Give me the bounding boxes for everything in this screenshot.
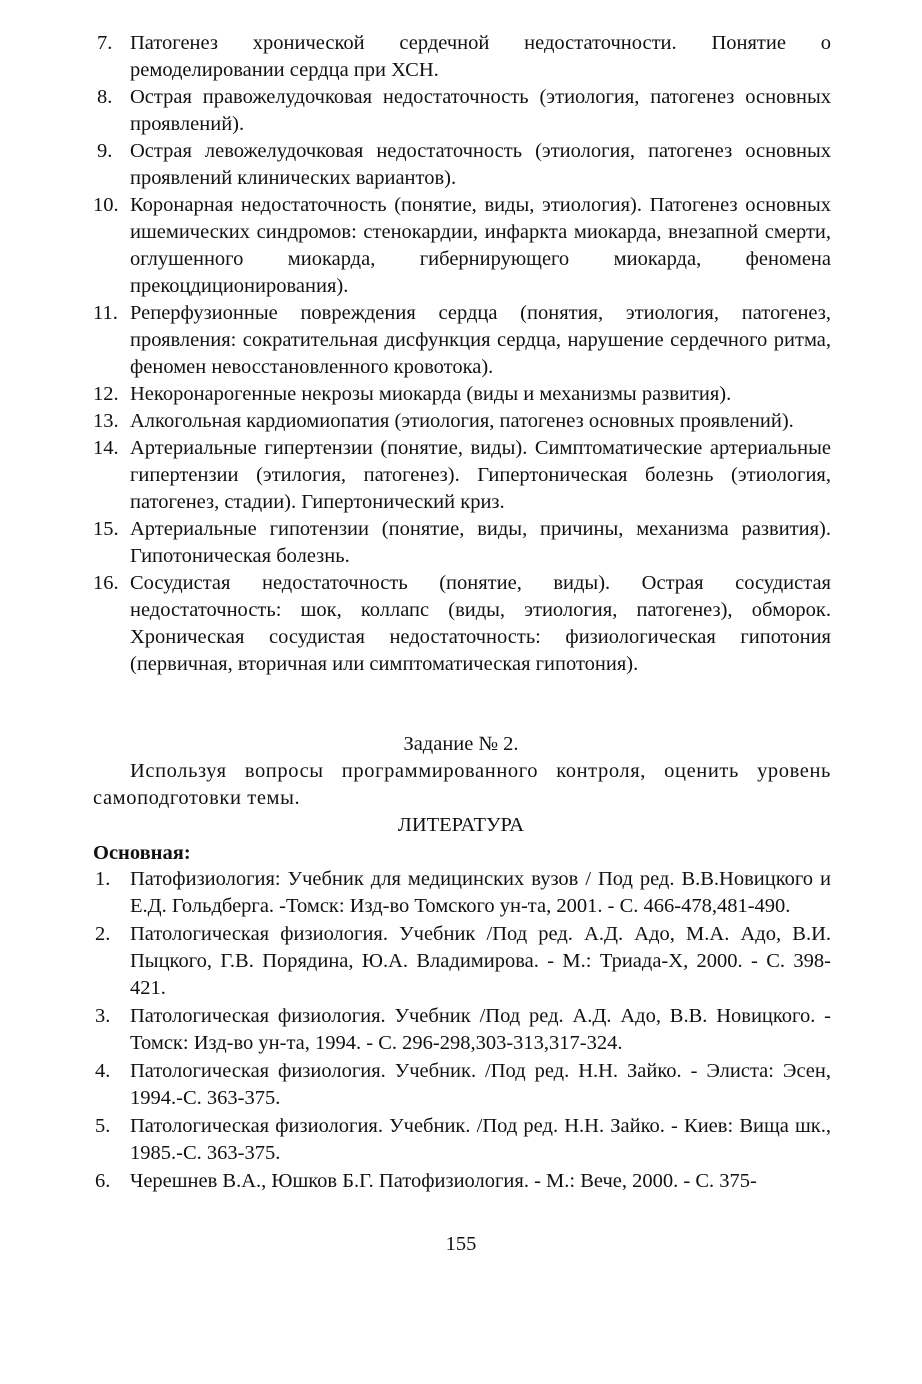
- reference-text: Патологическая физиология. Учебник. /Под ред. Н.Н. Зайко. - Киев: Вища шк., 1985.-С. 363-375.: [130, 1115, 831, 1164]
- reference-text: Патологическая физиология. Учебник /Под ред. А.Д. Адо, М.А. Адо, В.И. Пыцкого, Г.В. Порядина, Ю.А. Владимирова. - М.: Триада-Х, 2000. - С. 398-421.: [130, 923, 831, 999]
- list-item: [93, 192, 831, 300]
- list-item: [93, 30, 831, 84]
- reference-item: [93, 1168, 831, 1195]
- list-item: [93, 408, 831, 435]
- item-number: 8.: [97, 86, 113, 108]
- reference-number: 4.: [95, 1060, 111, 1082]
- item-number: 12.: [93, 383, 119, 405]
- literature-title: ЛИТЕРАТУРА: [397, 814, 525, 836]
- list-item: [93, 435, 831, 516]
- reference-text: Патофизиология: Учебник для медицинских вузов / Под ред. В.В.Новицкого и Е.Д. Гольдберга. -Томск: Изд-во Томского ун-та, 2001. - С. 466-478,481-490.: [130, 868, 831, 917]
- reference-number: 5.: [95, 1115, 111, 1137]
- literature-subtitle: Основная:: [93, 842, 191, 864]
- item-text: Некоронарогенные некрозы миокарда (виды и механизмы развития).: [130, 383, 732, 405]
- list-item: [93, 381, 831, 408]
- list-item: [93, 138, 831, 192]
- reference-text: Черешнев В.А., Юшков Б.Г. Патофизиология. - М.: Вече, 2000. - С. 375-: [130, 1170, 757, 1192]
- item-text: Алкогольная кардиомиопатия (этиология, патогенез основных проявлений).: [130, 410, 794, 432]
- item-text: Коронарная недостаточность (понятие, виды, этиология). Патогенез основных ишемических синдромов: стенокардии, инфаркта миокарда, внезапной смерти, оглушенного миокарда, гибернирующего миокарда, феномена прекоцдиционирования).: [130, 194, 831, 297]
- references-list: [93, 866, 831, 1196]
- list-item: [93, 300, 831, 381]
- reference-number: 6.: [95, 1170, 111, 1192]
- task-title: Задание № 2.: [403, 733, 519, 755]
- item-number: 14.: [93, 437, 119, 459]
- item-text: Патогенез хронической сердечной недостаточности. Понятие о ремоделировании сердца при ХСН.: [130, 32, 831, 81]
- item-text: Артериальные гипотензии (понятие, виды, причины, механизма развития). Гипотоническая болезнь.: [130, 518, 831, 567]
- page-number: 155: [445, 1233, 477, 1255]
- reference-item: [93, 866, 831, 920]
- reference-item: [93, 1003, 831, 1057]
- item-number: 13.: [93, 410, 119, 432]
- item-number: 10.: [93, 194, 119, 216]
- reference-item: [93, 921, 831, 1002]
- questions-list: [93, 30, 831, 678]
- reference-number: 1.: [95, 868, 111, 890]
- item-number: 15.: [93, 518, 119, 540]
- item-number: 7.: [97, 32, 113, 54]
- item-number: 11.: [93, 302, 118, 324]
- task-text: Используя вопросы программированного контроля, оценить уровень самоподготовки темы.: [93, 760, 831, 809]
- reference-item: [93, 1058, 831, 1112]
- list-item: [93, 84, 831, 138]
- item-number: 9.: [97, 140, 113, 162]
- list-item: [93, 516, 831, 570]
- item-text: Артериальные гипертензии (понятие, виды). Симптоматические артериальные гипертензии (этилогия, патогенез). Гипертоническая болезнь (этиология, патогенез, стадии). Гипертонический криз.: [130, 437, 831, 513]
- item-text: Сосудистая недостаточность (понятие, виды). Острая сосудистая недостаточность: шок, коллапс (виды, этиология, патогенез), обморок. Хроническая сосудистая недостаточность: физиологическая гипотония (первичная, вторичная или симптоматическая гипотония).: [130, 572, 831, 675]
- reference-item: [93, 1113, 831, 1167]
- item-text: Острая левожелудочковая недостаточность (этиология, патогенез основных проявлений клинических вариантов).: [130, 140, 831, 189]
- reference-text: Патологическая физиология. Учебник /Под ред. А.Д. Адо, В.В. Новицкого. - Томск: Изд-во ун-та, 1994. - С. 296-298,303-313,317-324.: [130, 1005, 831, 1054]
- reference-number: 2.: [95, 923, 111, 945]
- reference-number: 3.: [95, 1005, 111, 1027]
- reference-text: Патологическая физиология. Учебник. /Под ред. Н.Н. Зайко. - Элиста: Эсен, 1994.-С. 363-375.: [130, 1060, 831, 1109]
- item-text: Острая правожелудочковая недостаточность (этиология, патогенез основных проявлений).: [130, 86, 831, 135]
- list-item: [93, 570, 831, 678]
- item-text: Реперфузионные повреждения сердца (понятия, этиология, патогенез, проявления: сократительная дисфункция сердца, нарушение сердечного ритма, феномен невосстановленного кровотока).: [130, 302, 831, 378]
- item-number: 16.: [93, 572, 119, 594]
